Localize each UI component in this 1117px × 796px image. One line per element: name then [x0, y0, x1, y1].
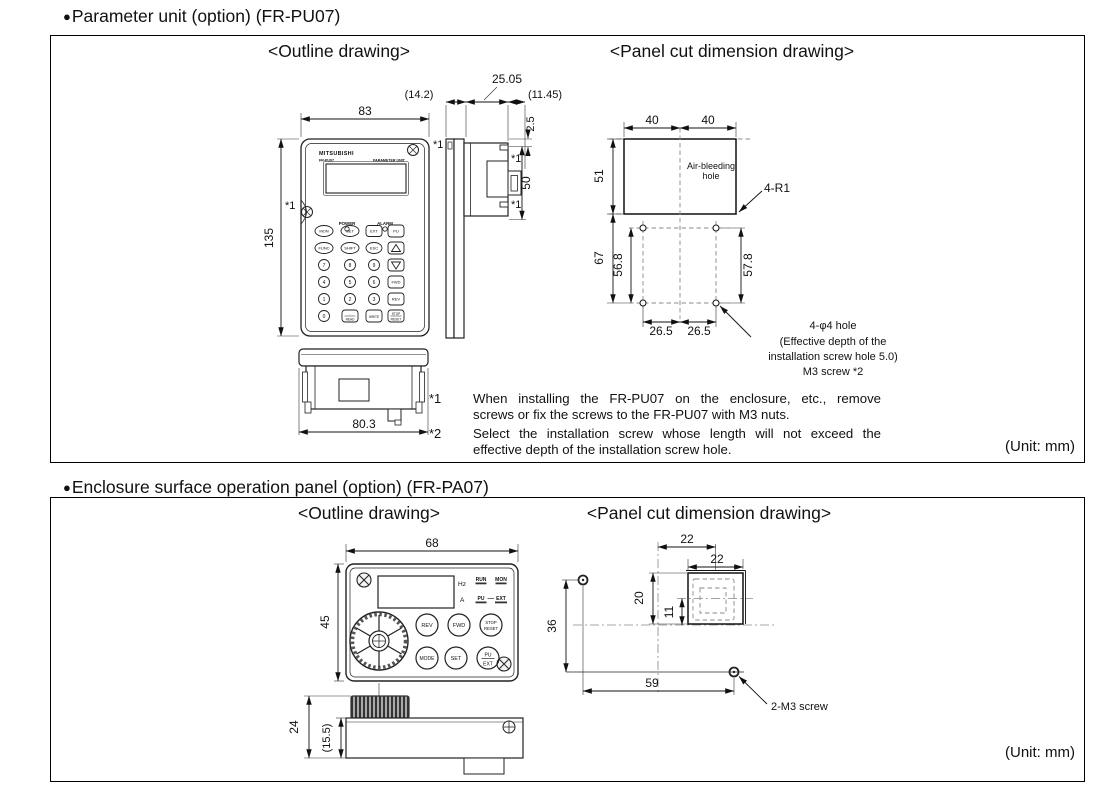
dim-height: 135	[262, 227, 276, 249]
key-esc: ESC	[369, 245, 379, 251]
dim-screw-pitch: 59	[645, 676, 659, 690]
dim-cut-w1: 40	[645, 113, 659, 127]
set-button-label: SET	[450, 656, 462, 662]
corner-radius-label: 4-R1	[764, 181, 791, 195]
puext-button-pu: PU	[484, 652, 492, 659]
key-set: SET	[346, 228, 354, 234]
dim-knob-height: 24	[287, 720, 301, 734]
note2-line1: Select the installation screw whose length will not exceed the	[473, 426, 881, 441]
key-7: 7	[322, 263, 326, 269]
hole-note-3: installation screw hole 5.0)	[768, 351, 898, 363]
dim-pa-width: 68	[425, 536, 439, 550]
dim-depth-bracket: (14.2)	[404, 89, 434, 101]
key-6: 6	[372, 280, 376, 286]
key-ext: EXT	[370, 228, 378, 234]
key-5: 5	[348, 280, 352, 286]
key-write: WRITE	[368, 315, 380, 319]
air-hole-label-1: Air-bleeding	[686, 161, 736, 171]
dim-hole-p2: 26.5	[687, 324, 711, 338]
dim-offset-x: 22	[680, 532, 694, 546]
ref1-left: *1	[285, 200, 296, 212]
dim-cut-h: 20	[632, 591, 646, 605]
bullet-icon: ●	[63, 9, 71, 24]
key-0: 0	[322, 314, 326, 320]
pu07-panel-cut	[607, 122, 762, 337]
dim-cut-w2: 40	[701, 113, 715, 127]
pa07-panel-cut-title: <Panel cut dimension drawing>	[586, 503, 832, 523]
dim-pa-height: 45	[318, 615, 332, 629]
key-3: 3	[372, 297, 376, 303]
key-9: 9	[372, 263, 376, 269]
note1-line2: screws or fix the screws to the FR-PU07 with M3 nuts.	[473, 407, 790, 422]
ref1-side-bottom: *1	[511, 199, 522, 211]
ref1-side-top: *1	[511, 153, 522, 165]
bullet-icon: ●	[63, 480, 71, 495]
pa07-unit-label: (Unit: mm)	[1005, 744, 1075, 761]
air-hole-label-2: hole	[702, 171, 720, 181]
dim-width: 83	[358, 104, 372, 118]
pu07-bottom-view	[299, 349, 428, 425]
pu07-unit-label: (Unit: mm)	[1005, 438, 1075, 455]
dim-top-clearance: 2.5	[525, 116, 537, 132]
brand-logo: MITSUBISHI	[319, 151, 354, 157]
dim-protrusion: (11.45)	[527, 89, 563, 101]
dim-bottom-width: 80.3	[352, 417, 376, 431]
key-stop: STOP	[391, 312, 401, 316]
model-label: FR-PU07	[319, 158, 334, 163]
key-fwd: FWD	[391, 279, 401, 285]
key-dot: ·	[349, 311, 351, 317]
key-mon: MON	[319, 228, 329, 234]
key-shift: SHIFT	[344, 245, 356, 251]
ext-indicator: EXT	[496, 596, 506, 602]
key-8: 8	[348, 263, 352, 269]
dim-center-off: 11	[662, 605, 676, 619]
pu07-front-view	[301, 139, 429, 336]
puext-button-ext: EXT	[483, 661, 493, 668]
dim-pitch-right: 57.8	[741, 253, 755, 277]
reset-button-label: RESET	[484, 626, 498, 631]
hole-note-4: M3 screw *2	[802, 366, 864, 378]
fwd-button-label: FWD	[452, 623, 466, 629]
key-1: 1	[322, 297, 326, 303]
pa07-drawings	[51, 498, 1084, 781]
hole-note-1: 4-φ4 hole	[809, 320, 857, 332]
amp-label: A	[460, 597, 465, 604]
pa07-panel-cut	[562, 542, 774, 704]
hz-label: Hz	[458, 581, 466, 588]
dim-hook-span: 50	[519, 176, 533, 190]
dim-body-height: (15.5)	[321, 723, 333, 753]
note1-line1: When installing the FR-PU07 on the enclosure, etc., remove	[473, 391, 881, 406]
stop-button-label: STOP	[485, 620, 497, 625]
key-reset: RESET	[390, 317, 402, 322]
section-title-pa07: Enclosure surface operation panel (option) (FR-PA07)	[71, 477, 489, 497]
dim-depth: 25.05	[491, 72, 523, 86]
key-4: 4	[322, 280, 326, 286]
type-label: PARAMETER UNIT	[373, 158, 405, 163]
note2-marker: *2	[429, 426, 442, 441]
dim-cut-height: 51	[592, 169, 606, 183]
pa07-panel	[50, 497, 1085, 782]
dim-pitch-left: 56.8	[611, 253, 625, 277]
dim-total-height: 67	[592, 251, 606, 265]
section-header-pa07	[63, 477, 489, 498]
pu07-panel-cut-title: <Panel cut dimension drawing>	[609, 41, 855, 61]
mode-button-label: MODE	[419, 656, 435, 662]
pu-indicator: PU	[477, 596, 485, 602]
section-header-pu07	[63, 6, 340, 27]
key-rev: REV	[391, 296, 401, 302]
pu07-side-view	[446, 139, 521, 338]
run-indicator: RUN	[475, 577, 487, 583]
pa07-outline-title: <Outline drawing>	[297, 503, 441, 523]
screw-note-label: 2-M3 screw	[771, 701, 828, 713]
pa07-bottom-view	[346, 696, 523, 774]
note2-line2: effective depth of the installation screw hole.	[473, 442, 732, 457]
dim-offset-y: 36	[545, 619, 559, 633]
dim-cut-w: 22	[710, 552, 724, 566]
key-pu: PU	[393, 228, 399, 234]
note1-marker: *1	[429, 391, 442, 406]
hole-note-2: (Effective depth of the	[779, 336, 887, 348]
alarm-led-label: ALARM	[377, 221, 393, 226]
power-led-label: POWER	[338, 221, 356, 226]
pu07-outline-title: <Outline drawing>	[267, 41, 411, 61]
key-2: 2	[348, 297, 352, 303]
pa07-dial[interactable]	[350, 612, 408, 670]
dim-hole-p1: 26.5	[649, 324, 673, 338]
key-read: READ	[345, 317, 355, 322]
pu07-panel	[50, 35, 1085, 463]
mon-indicator: MON	[495, 577, 507, 583]
rev-button-label: REV	[421, 623, 433, 629]
section-title-pu07: Parameter unit (option) (FR-PU07)	[71, 6, 341, 26]
ref1-top: *1	[433, 139, 444, 151]
key-func: FUNC	[318, 245, 330, 251]
